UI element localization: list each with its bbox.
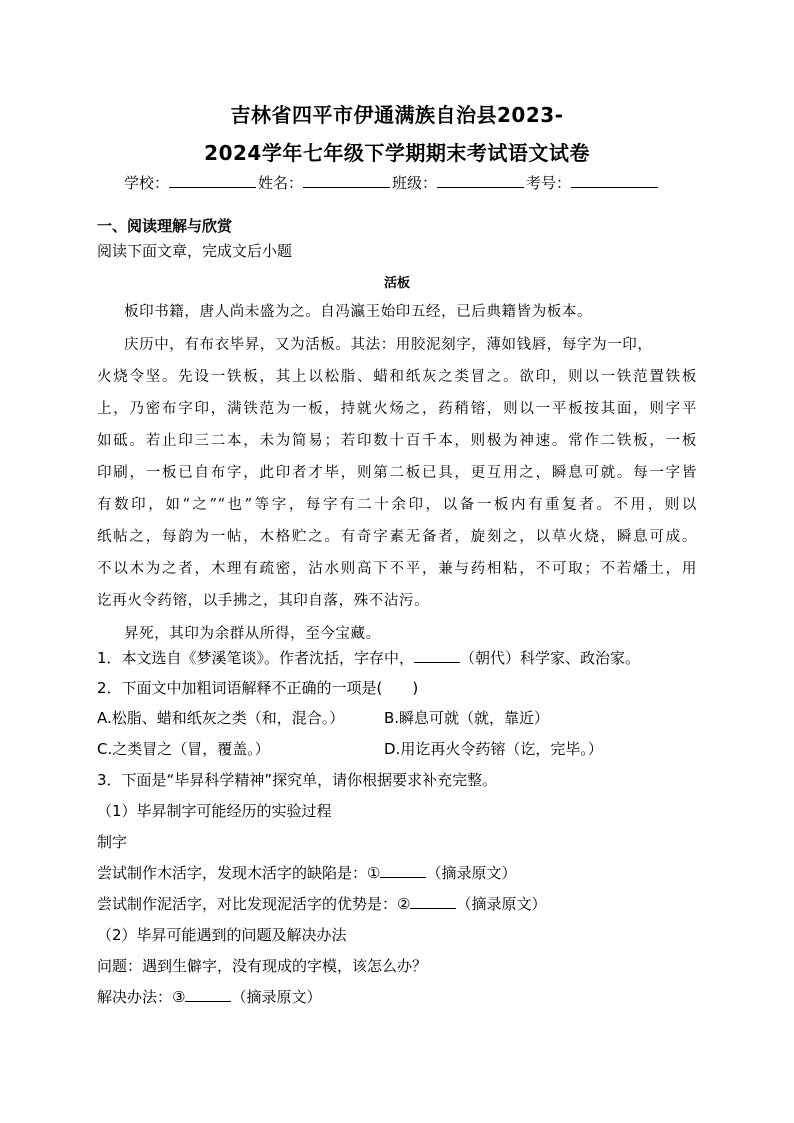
article-line: 庆历中，有布衣毕昇，又为活板。其法：用胶泥刻字，薄如钱唇，每字为一印，: [124, 337, 653, 353]
article-line: 有数印，如“之”“也”等字，每字有二十余印，以备一板内有重复者。不用，则以: [97, 497, 697, 513]
clay-type-question: [97, 893, 546, 914]
option-c[interactable]: C.之类冒之（冒，覆盖。）: [97, 740, 270, 758]
school-label: 学校：: [124, 174, 170, 192]
article-line: 昇死，其印为余群从所得，至今宝藏。: [124, 626, 381, 642]
clay-type-note: （摘录原文）: [456, 895, 547, 913]
make-type-label: 制字: [97, 833, 128, 851]
section-instruction: 阅读下面文章，完成文后小题: [97, 242, 293, 260]
answer-blank-1[interactable]: [380, 864, 426, 878]
question-1-text: 1．本文选自《梦溪笔谈》。作者沈括，字存中，: [97, 649, 415, 667]
question-3-part-1: （1）毕昇制字可能经历的实验过程: [97, 802, 332, 820]
article-line: 纸帖之，每韵为一帖，木格贮之。有奇字素无备者，旋刻之，以草火烧，瞬息可成。: [97, 529, 697, 545]
answer-blank-3[interactable]: [185, 988, 231, 1002]
question-2: 2．下面文中加粗词语解释不正确的一项是( ): [97, 679, 419, 697]
exam-title-line2: 2024学年七年级下学期期末考试语文试卷: [204, 141, 590, 165]
solution-text: 解决办法：③: [97, 988, 186, 1006]
section-heading: 一、阅读理解与欣赏: [97, 217, 233, 235]
exam-title-line1: 吉林省四平市伊通满族自治县2023-: [230, 103, 564, 127]
problem-text: 问题：遇到生僻字，没有现成的字模，该怎么办？: [97, 957, 428, 975]
exam-number-label: 考号：: [526, 174, 572, 192]
school-blank[interactable]: [169, 173, 256, 188]
wood-type-note: （摘录原文）: [426, 864, 517, 882]
class-blank[interactable]: [437, 173, 524, 188]
dynasty-answer-blank[interactable]: [414, 649, 460, 663]
option-a[interactable]: A.松脂、蜡和纸灰之类（和，混合。）: [97, 709, 345, 727]
clay-type-text: 尝试制作泥活字，对比发现泥活字的优势是：②: [97, 895, 411, 913]
article-line: 不以木为之者，木理有疏密，沾水则高下不平，兼与药相粘，不可取；不若燔土，用: [97, 561, 697, 577]
question-1-tail: （朝代）科学家、政治家。: [460, 649, 641, 667]
article-line: 板印书籍，唐人尚未盛为之。自冯瀛王始印五经，已后典籍皆为板本。: [124, 304, 593, 320]
wood-type-question: [97, 862, 516, 883]
option-b[interactable]: B.瞬息可就（就，靠近）: [384, 709, 550, 727]
answer-blank-2[interactable]: [410, 895, 456, 909]
article-line: 上，乃密布字印，满铁范为一板，持就火炀之，药稍镕，则以一平板按其面，则字平: [97, 401, 697, 417]
exam-number-blank[interactable]: [571, 173, 658, 188]
class-label: 班级：: [392, 174, 438, 192]
question-3-part-2: （2）毕昇可能遇到的问题及解决办法: [97, 926, 347, 944]
name-blank[interactable]: [303, 173, 390, 188]
student-info-row: [124, 172, 660, 193]
question-1: [97, 647, 640, 668]
question-3: 3．下面是“毕昇科学精神”探究单，请你根据要求补充完整。: [97, 771, 498, 789]
article-line: 火烧令坚。先设一铁板，其上以松脂、蜡和纸灰之类冒之。欲印，则以一铁范置铁板: [97, 369, 697, 385]
article-line: 如砥。若止印三二本，未为简易；若印数十百千本，则极为神速。常作二铁板，一板: [97, 433, 697, 449]
solution-note: （摘录原文）: [231, 988, 322, 1006]
article-line: 印刷，一板已自布字，此印者才毕，则第二板已具，更互用之，瞬息可就。每一字皆: [97, 465, 697, 481]
option-d[interactable]: D.用讫再火令药镕（讫，完毕。）: [384, 740, 603, 758]
solution-question: [97, 986, 321, 1007]
wood-type-text: 尝试制作木活字，发现木活字的缺陷是：①: [97, 864, 381, 882]
article-title: 活板: [383, 276, 410, 291]
name-label: 姓名：: [258, 174, 304, 192]
article-line: 讫再火令药镕，以手拂之，其印自落，殊不沾污。: [97, 593, 430, 609]
